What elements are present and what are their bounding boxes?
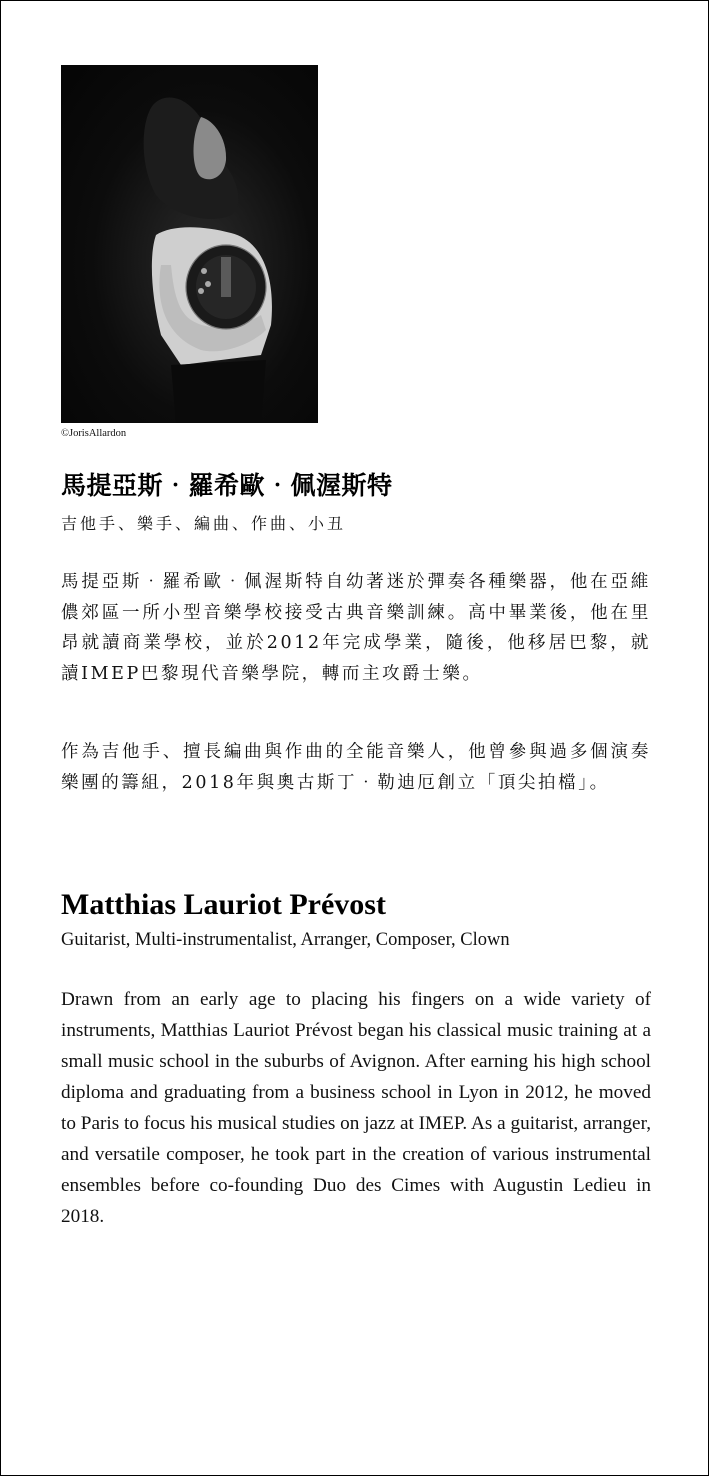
english-artist-roles: Guitarist, Multi-instrumentalist, Arranger, Composer, Clown	[61, 930, 510, 950]
chinese-bio-paragraph: 馬提亞斯‧羅希歐‧佩渥斯特自幼著迷於彈奏各種樂器，他在亞維儂郊區一所小型音樂學校接受古典音樂訓練。高中畢業後，他在里昂就讀商業學校，並於2012年完成學業，隨後，他移居巴黎，就讀IMEP巴黎現代音樂學院，轉而主攻爵士樂。	[61, 572, 651, 684]
chinese-artist-name: 馬提亞斯‧羅希歐‧佩渥斯特	[61, 471, 393, 500]
photo-credit: ©JorisAllardon	[61, 428, 127, 439]
portrait-illustration	[61, 65, 318, 423]
portrait-photo	[61, 65, 318, 423]
english-artist-name: Matthias Lauriot Prévost	[61, 888, 386, 921]
chinese-bio-paragraph: 作為吉他手、擅長編曲與作曲的全能音樂人，他曾參與過多個演奏樂團的籌組，2018年與奧古斯丁‧勒迪厄創立「頂尖拍檔」。	[61, 742, 651, 793]
chinese-artist-roles: 吉他手、樂手、編曲、作曲、小丑	[61, 514, 347, 533]
english-bio-paragraph: Drawn from an early age to placing his fingers on a wide variety of instruments, Matthias Lauriot Prévost began his classical music training at a small music school in the suburbs of Avignon. After earning his high school diploma and graduating from a business school in Lyon in 2012, he moved to Paris to focus his musical studies on jazz at IMEP. As a guitarist, arranger, and versatile composer, he took part in the creation of various instrumental ensembles before co-founding Duo des Cimes with Augustin Ledieu in 2018.	[61, 989, 651, 1227]
